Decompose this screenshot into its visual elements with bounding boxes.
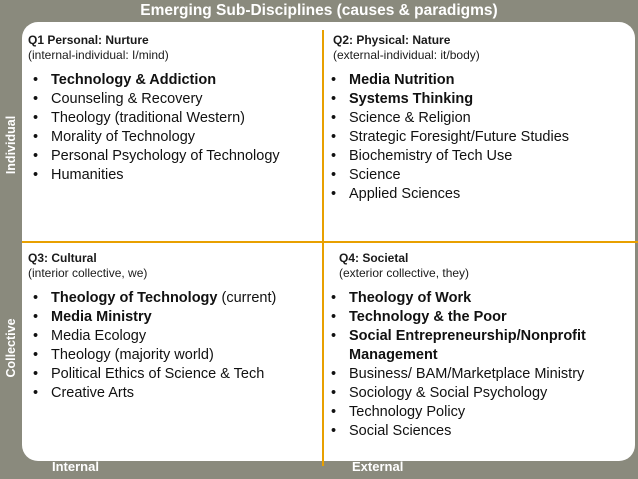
list-item: • Biochemistry of Tech Use [330,147,569,166]
q3-list [32,289,276,403]
list-item: • Applied Sciences [330,185,569,204]
list-item: • Media Ecology [32,327,276,346]
list-item: • Sociology & Social Psychology [330,384,630,403]
list-item: • Technology Policy [330,403,630,422]
list-item: • Technology & the Poor [330,308,630,327]
q1-list [32,71,280,185]
list-item: • Media Ministry [32,308,276,327]
list-item: • Theology of Work [330,289,630,308]
q2-list [330,71,569,204]
q1-subtitle: (internal-individual: I/mind) [28,48,169,62]
diagram-title: Emerging Sub-Disciplines (causes & paradigms) [140,2,498,19]
q2-title: Q2: Physical: Nature [333,33,451,47]
q3-title: Q3: Cultural [28,251,97,265]
q3-subtitle: (interior collective, we) [28,266,148,280]
axis-label-individual: Individual [4,115,18,175]
axis-label-external: External [352,459,404,474]
list-item: • Science & Religion [330,109,569,128]
axis-label-internal: Internal [52,459,99,474]
list-item: • Media Nutrition [330,71,569,90]
list-item: • Creative Arts [32,384,276,403]
q2-subtitle: (external-individual: it/body) [333,48,480,62]
list-item: • Counseling & Recovery [32,90,280,109]
list-item: • Systems Thinking [330,90,569,109]
list-item: • Theology (majority world) [32,346,276,365]
list-item: • Business/ BAM/Marketplace Ministry [330,365,630,384]
list-item: • Science [330,166,569,185]
q1-title: Q1 Personal: Nurture [28,33,149,47]
q4-subtitle: (exterior collective, they) [339,266,470,280]
list-item: • Social Entrepreneurship/Nonprofit Management [330,327,630,365]
list-item: • Political Ethics of Science & Tech [32,365,276,384]
list-item: • Humanities [32,166,280,185]
list-item: • Strategic Foresight/Future Studies [330,128,569,147]
list-item: • Theology of Technology (current) [32,289,276,308]
list-item: • Theology (traditional Western) [32,109,280,128]
list-item: • Social Sciences [330,422,630,441]
vertical-divider [322,30,324,466]
list-item: • Morality of Technology [32,128,280,147]
list-item: • Technology & Addiction [32,71,280,90]
q4-list [330,289,630,441]
q4-title: Q4: Societal [339,251,409,265]
horizontal-divider [22,241,638,243]
axis-label-collective: Collective [4,318,18,378]
list-item: • Personal Psychology of Technology [32,147,280,166]
